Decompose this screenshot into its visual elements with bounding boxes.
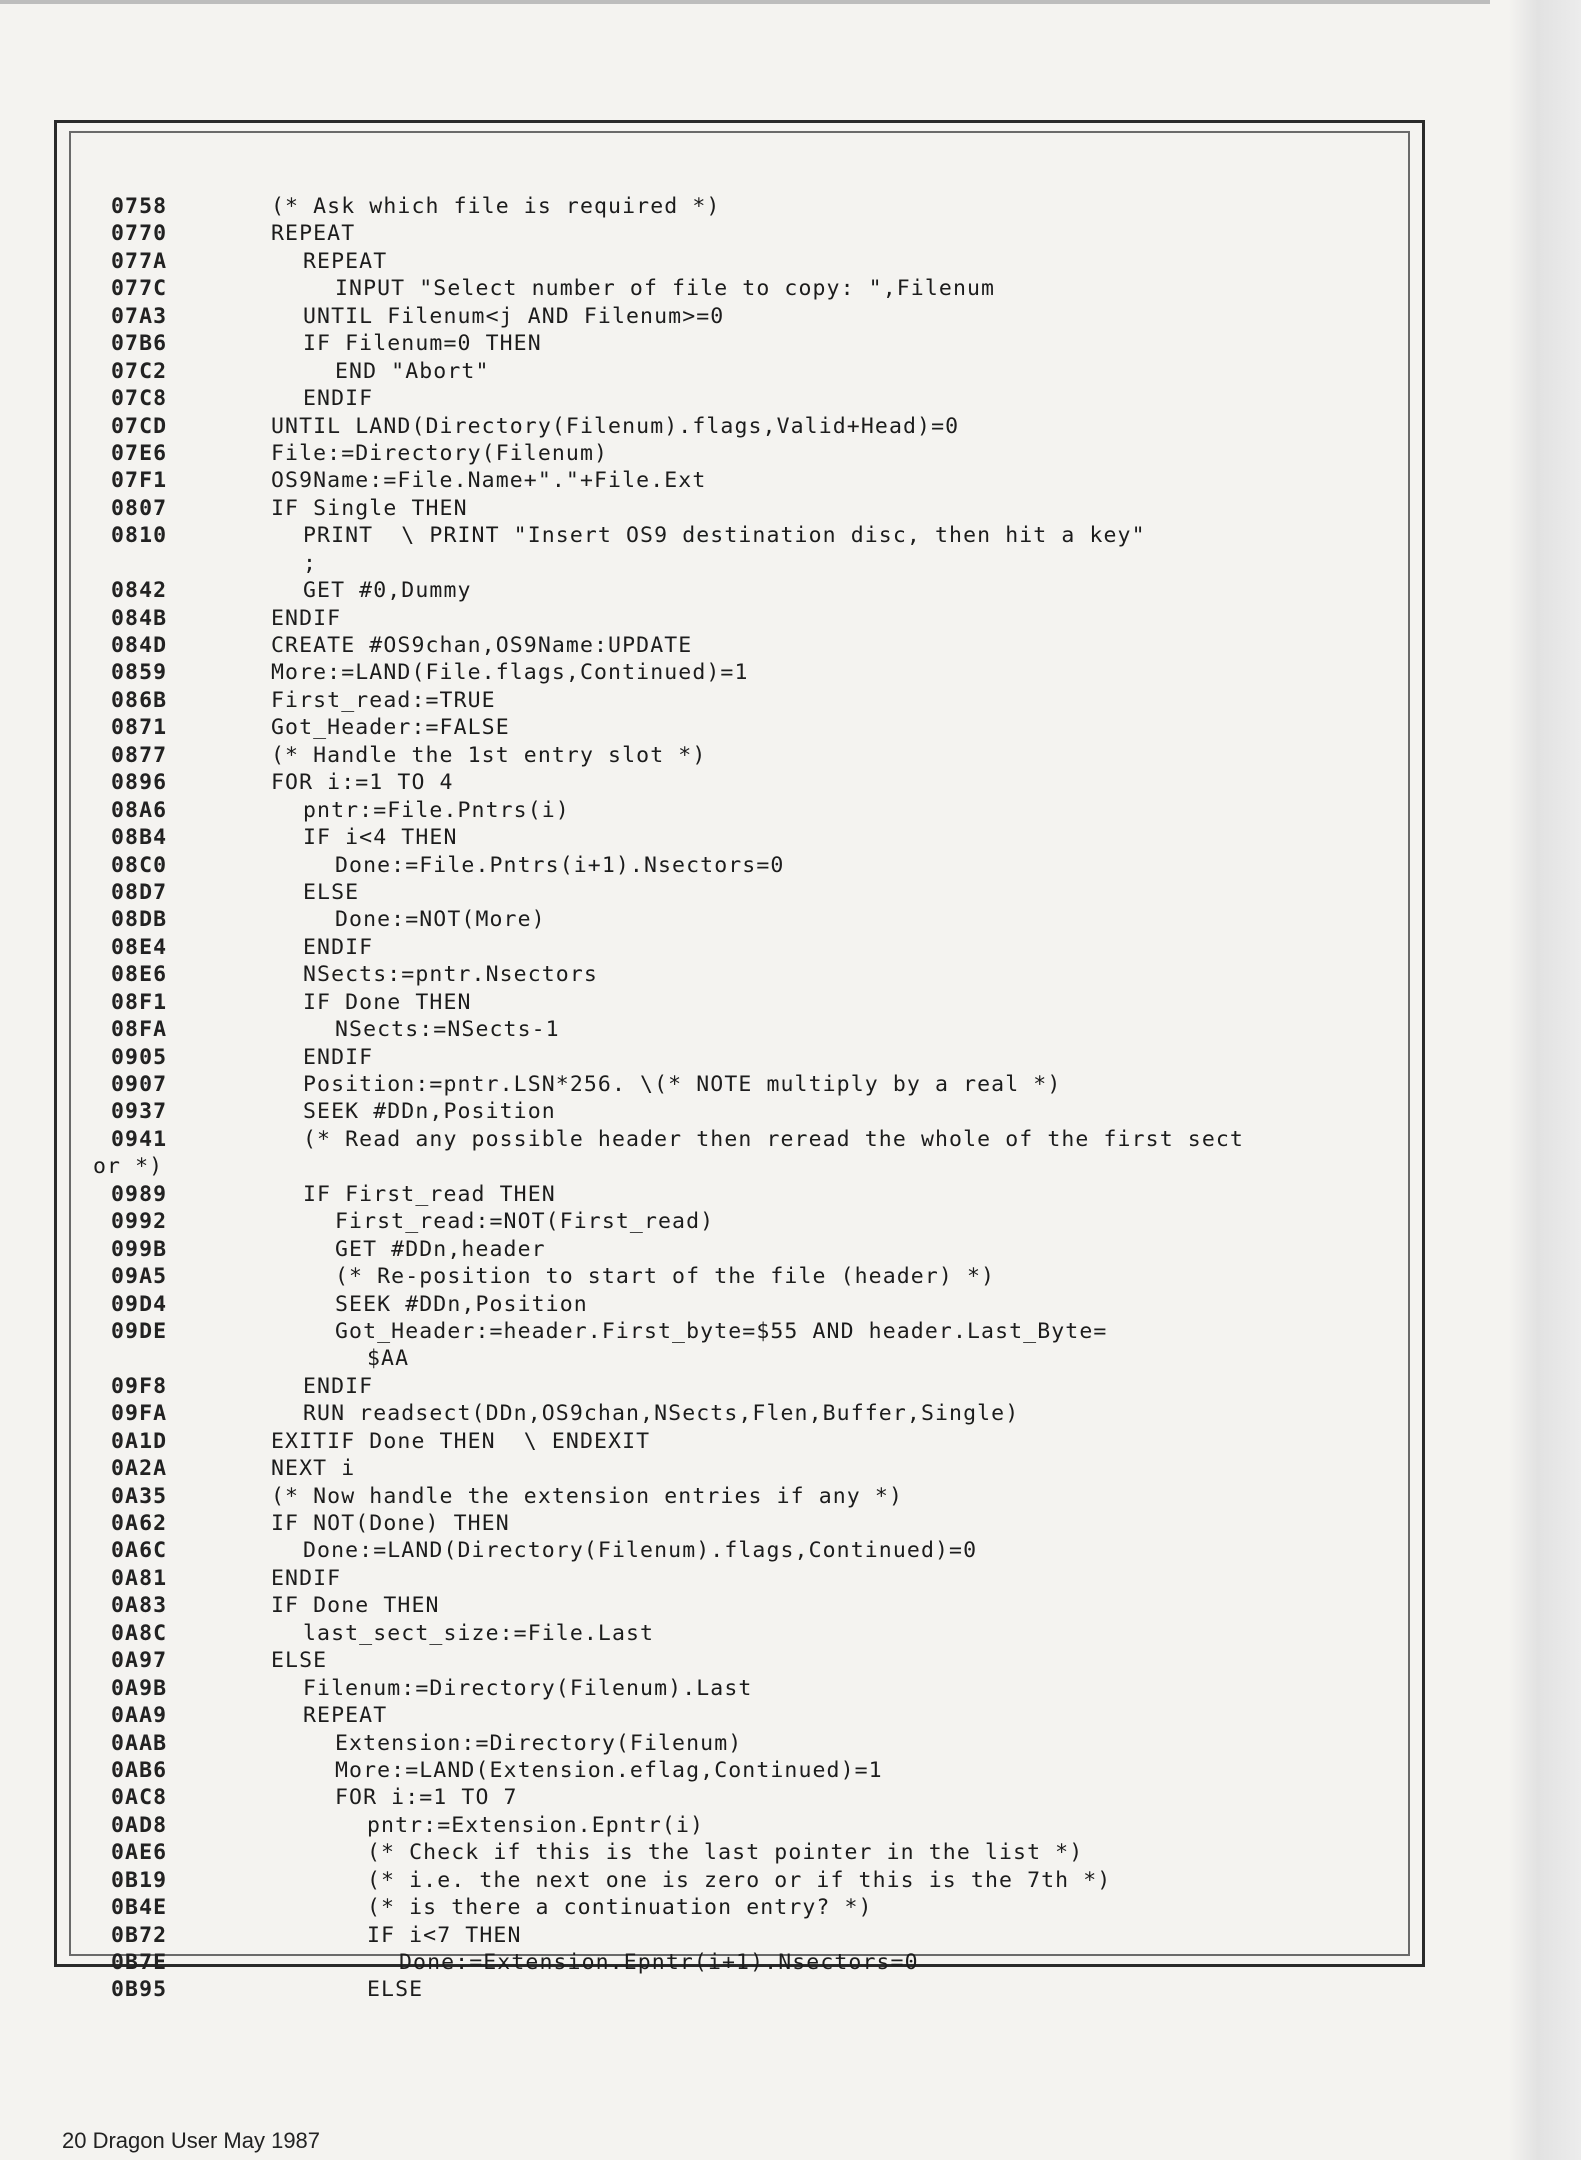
line-address: 0A83 [111, 1593, 168, 1619]
line-address: 099B [111, 1236, 168, 1262]
listing-line [111, 961, 1408, 988]
line-address: 0810 [111, 523, 168, 549]
line-address: 0B95 [111, 1977, 168, 2003]
line-code: ENDIF [303, 934, 374, 960]
line-code: RUN readsect(DDn,OS9chan,NSects,Flen,Buffer,Single) [303, 1401, 1020, 1427]
line-code: INPUT "Select number of file to copy: ",Filenum [335, 276, 996, 302]
line-address: 084D [111, 633, 168, 658]
line-code: IF Filenum=0 THEN [303, 331, 542, 357]
line-address: 086B [111, 687, 168, 713]
line-code: More:=LAND(Extension.eflag,Continued)=1 [335, 1757, 883, 1783]
line-address: 08DB [111, 907, 168, 933]
line-address: 08D7 [111, 879, 168, 905]
listing-line [111, 605, 1408, 632]
line-address: 09F8 [111, 1373, 168, 1399]
listing-line [111, 1757, 1408, 1784]
line-code: UNTIL Filenum<j AND Filenum>=0 [303, 303, 725, 329]
line-address: 07A3 [111, 303, 168, 329]
line-address: 0B4E [111, 1895, 168, 1921]
listing-line [111, 248, 1408, 275]
listing-line [111, 1565, 1408, 1592]
listing-line [111, 1071, 1408, 1098]
listing-line [111, 495, 1408, 522]
line-address: 07C8 [111, 386, 168, 412]
line-code: IF NOT(Done) THEN [271, 1511, 510, 1536]
line-code: PRINT \ PRINT "Insert OS9 destination disc, then hit a key" [303, 523, 1146, 549]
line-address: 0A1D [111, 1428, 168, 1454]
line-address: 0770 [111, 221, 168, 247]
line-address: 09A5 [111, 1264, 168, 1290]
line-address: 084B [111, 605, 168, 631]
listing-line [111, 824, 1408, 851]
line-address: 0A6C [111, 1538, 168, 1564]
line-address: 0877 [111, 742, 168, 768]
line-code: ENDIF [303, 386, 374, 412]
listing-line [111, 1291, 1408, 1318]
listing-line [111, 1675, 1408, 1702]
listing-line [111, 1730, 1408, 1757]
line-address: 0989 [111, 1181, 168, 1207]
line-address: 0859 [111, 660, 168, 686]
line-address: 07C2 [111, 358, 168, 384]
line-address: 0B72 [111, 1922, 168, 1948]
listing-line [111, 989, 1408, 1016]
line-address: 0AAB [111, 1730, 168, 1756]
line-code: Position:=pntr.LSN*256. \(* NOTE multiply by a real *) [303, 1072, 1062, 1097]
line-address: 0A81 [111, 1565, 168, 1591]
line-address: 0A62 [111, 1511, 168, 1536]
program-listing [93, 193, 1408, 2003]
line-code: ; [303, 550, 318, 576]
listing-line [111, 1537, 1408, 1564]
listing-line [111, 1428, 1408, 1455]
listing-line [111, 522, 1408, 549]
line-code: Done:=File.Pntrs(i+1).Nsectors=0 [335, 852, 785, 878]
line-address: 0807 [111, 495, 168, 521]
listing-line [111, 1318, 1408, 1345]
listing-line [111, 550, 1408, 577]
line-code: NSects:=NSects-1 [335, 1017, 560, 1043]
line-code: SEEK #DDn,Position [335, 1291, 588, 1317]
line-address: 0AD8 [111, 1812, 168, 1838]
listing-line [111, 1812, 1408, 1839]
line-code: ENDIF [303, 1044, 374, 1070]
line-code: First_read:=NOT(First_read) [335, 1209, 715, 1235]
listing-line [111, 1181, 1408, 1208]
line-code: (* Now handle the extension entries if any *) [271, 1483, 903, 1509]
line-address: 0A97 [111, 1648, 168, 1674]
line-code: NSects:=pntr.Nsectors [303, 962, 598, 988]
line-address: 0A9B [111, 1675, 168, 1701]
line-address: 0AC8 [111, 1785, 168, 1811]
line-address: 09D4 [111, 1291, 168, 1317]
listing-line [111, 467, 1408, 494]
listing-line [111, 1894, 1408, 1921]
line-code: Extension:=Directory(Filenum) [335, 1730, 743, 1756]
line-address: 0A35 [111, 1483, 168, 1509]
line-address: 0907 [111, 1072, 168, 1097]
line-code: SEEK #DDn,Position [303, 1099, 556, 1125]
line-code: REPEAT [303, 248, 388, 274]
line-address: 08B4 [111, 825, 168, 851]
line-code: Got_Header:=FALSE [271, 715, 510, 741]
line-code: ENDIF [271, 605, 342, 631]
listing-line [111, 659, 1408, 686]
line-code: ELSE [303, 879, 360, 905]
line-code: (* Re-position to start of the file (header) *) [335, 1264, 996, 1290]
line-address: 0992 [111, 1209, 168, 1235]
listing-line [111, 275, 1408, 302]
listing-line [111, 1867, 1408, 1894]
listing-line [111, 632, 1408, 659]
listing-line [111, 1208, 1408, 1235]
listing-line [111, 330, 1408, 357]
listing-line [111, 1592, 1408, 1619]
listing-line [111, 1702, 1408, 1729]
line-code: ELSE [367, 1977, 424, 2003]
line-code: $AA [367, 1346, 410, 1372]
listing-line [111, 1839, 1408, 1866]
line-address: 0B7E [111, 1950, 168, 1975]
line-address: 077A [111, 248, 168, 274]
line-code: More:=LAND(File.flags,Continued)=1 [271, 660, 749, 686]
line-address: 07CD [111, 413, 168, 439]
listing-line [111, 742, 1408, 769]
page-right-shadow [1509, 0, 1581, 2160]
listing-line [111, 1016, 1408, 1043]
listing-line [111, 358, 1408, 385]
listing-line [93, 1153, 1408, 1180]
listing-line [111, 1373, 1408, 1400]
line-code: pntr:=File.Pntrs(i) [303, 797, 570, 823]
line-address: 08FA [111, 1017, 168, 1043]
line-code: FOR i:=1 TO 7 [335, 1785, 518, 1811]
listing-line [111, 577, 1408, 604]
line-code: REPEAT [303, 1703, 388, 1729]
line-code: Got_Header:=header.First_byte=$55 AND header.Last_Byte= [335, 1318, 1108, 1344]
line-code: (* is there a continuation entry? *) [367, 1895, 873, 1921]
line-address: 0941 [111, 1126, 168, 1152]
line-code: Filenum:=Directory(Filenum).Last [303, 1675, 753, 1701]
line-code: EXITIF Done THEN \ ENDEXIT [271, 1428, 651, 1454]
line-code: IF i<7 THEN [367, 1922, 522, 1948]
listing-line [111, 1400, 1408, 1427]
listing-line [111, 193, 1408, 220]
line-address: 08A6 [111, 797, 168, 823]
listing-line [111, 1098, 1408, 1125]
line-address: 0937 [111, 1099, 168, 1125]
listing-line [111, 906, 1408, 933]
line-code: pntr:=Extension.Epntr(i) [367, 1812, 705, 1838]
listing-line [111, 1263, 1408, 1290]
line-code: END "Abort" [335, 358, 490, 384]
listing-line [111, 1236, 1408, 1263]
line-code: ENDIF [303, 1373, 374, 1399]
line-code: GET #0,Dummy [303, 578, 472, 604]
line-code: NEXT i [271, 1456, 356, 1482]
line-code: or *) [93, 1154, 164, 1180]
listing-line [111, 1784, 1408, 1811]
listing-line [111, 1455, 1408, 1482]
line-code: IF First_read THEN [303, 1181, 556, 1207]
line-address: 0758 [111, 194, 168, 219]
line-code: Done:=NOT(More) [335, 907, 546, 933]
listing-line [111, 385, 1408, 412]
line-code: IF i<4 THEN [303, 825, 458, 851]
line-address: 0AA9 [111, 1703, 168, 1729]
page-footer: 20 Dragon User May 1987 [62, 2128, 321, 2153]
line-address: 077C [111, 276, 168, 302]
listing-line [111, 303, 1408, 330]
listing-line [111, 1126, 1408, 1153]
line-address: 08F1 [111, 989, 168, 1015]
line-address: 08E6 [111, 962, 168, 988]
line-code: CREATE #OS9chan,OS9Name:UPDATE [271, 633, 693, 658]
listing-line [111, 769, 1408, 796]
line-address: 07E6 [111, 440, 168, 466]
line-code: REPEAT [271, 221, 356, 247]
listing-line [111, 1510, 1408, 1537]
listing-inner-frame [69, 131, 1410, 2003]
line-address: 0AB6 [111, 1757, 168, 1783]
line-address: 0896 [111, 770, 168, 796]
listing-line [111, 1345, 1408, 1372]
line-code: (* Handle the 1st entry slot *) [271, 742, 707, 768]
listing-line [111, 1647, 1408, 1674]
line-address: 09FA [111, 1401, 168, 1427]
line-address: 0B19 [111, 1867, 168, 1893]
listing-line [111, 1044, 1408, 1071]
listing-line [111, 714, 1408, 741]
line-code: UNTIL LAND(Directory(Filenum).flags,Valid+Head)=0 [271, 413, 960, 439]
listing-line [111, 440, 1408, 467]
line-address: 0905 [111, 1044, 168, 1070]
line-address: 08E4 [111, 934, 168, 960]
line-address: 07F1 [111, 468, 168, 494]
line-code: FOR i:=1 TO 4 [271, 770, 454, 796]
listing-line [111, 934, 1408, 961]
listing-line [111, 1620, 1408, 1647]
line-code: Done:=Extension.Epntr(i+1).Nsectors=0 [399, 1950, 919, 1975]
listing-line [111, 1976, 1408, 2003]
listing-line [111, 1949, 1408, 1976]
line-code: IF Done THEN [303, 989, 472, 1015]
listing-line [111, 879, 1408, 906]
page-top-edge [0, 0, 1490, 4]
line-code: ENDIF [271, 1565, 342, 1591]
line-address: 09DE [111, 1318, 168, 1344]
line-address: 08C0 [111, 852, 168, 878]
line-address: 0842 [111, 578, 168, 604]
line-address: 0A2A [111, 1456, 168, 1482]
line-address: 07B6 [111, 331, 168, 357]
listing-line [111, 1483, 1408, 1510]
line-address: 0871 [111, 715, 168, 741]
line-code: ELSE [271, 1648, 328, 1674]
listing-line [111, 797, 1408, 824]
line-code: First_read:=TRUE [271, 687, 496, 713]
listing-line [111, 413, 1408, 440]
line-code: last_sect_size:=File.Last [303, 1620, 655, 1646]
line-code: (* Read any possible header then reread the whole of the first sect [303, 1126, 1244, 1152]
line-code: File:=Directory(Filenum) [271, 440, 609, 466]
line-address: 0A8C [111, 1620, 168, 1646]
listing-line [111, 852, 1408, 879]
line-code: (* i.e. the next one is zero or if this is the 7th *) [367, 1867, 1112, 1893]
listing-frame [54, 120, 1425, 2003]
listing-line [111, 220, 1408, 247]
line-code: GET #DDn,header [335, 1236, 546, 1262]
listing-line [111, 687, 1408, 714]
line-code: IF Single THEN [271, 495, 468, 521]
line-code: (* Ask which file is required *) [271, 194, 721, 219]
line-code: OS9Name:=File.Name+"."+File.Ext [271, 468, 707, 494]
line-code: IF Done THEN [271, 1593, 440, 1619]
line-code: (* Check if this is the last pointer in the list *) [367, 1840, 1084, 1866]
line-address: 0AE6 [111, 1840, 168, 1866]
line-code: Done:=LAND(Directory(Filenum).flags,Continued)=0 [303, 1538, 978, 1564]
listing-line [111, 1922, 1408, 1949]
